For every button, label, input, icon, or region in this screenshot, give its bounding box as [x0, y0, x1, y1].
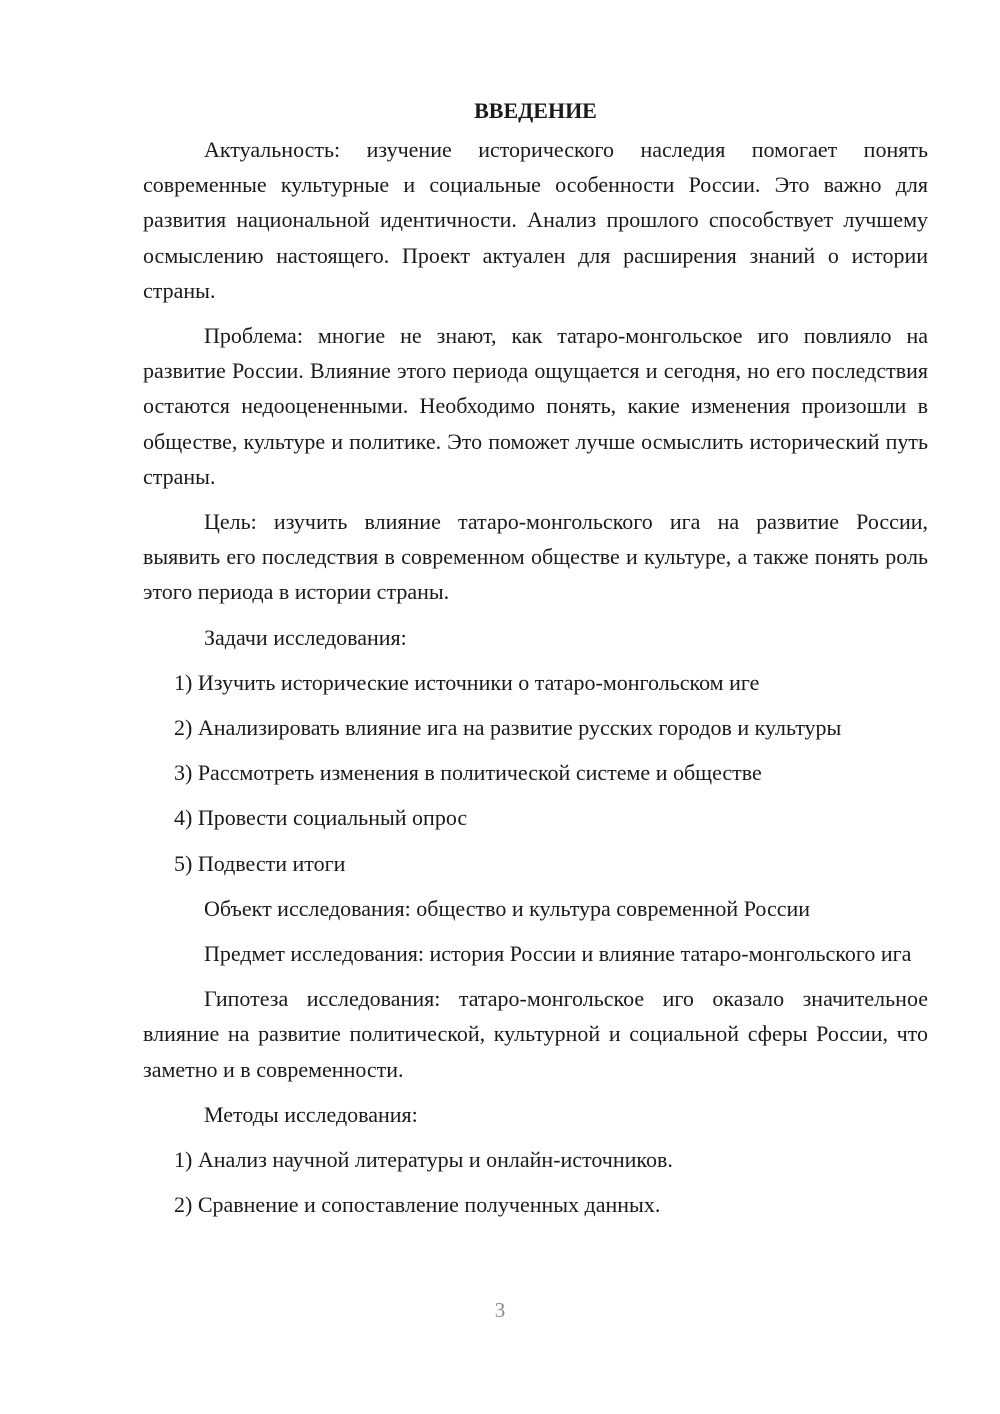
task-item: 1) Изучить исторические источники о татаро-монгольском иге	[174, 669, 760, 695]
section-heading: ВВЕДЕНИЕ	[474, 98, 597, 123]
task-item: 2) Анализировать влияние ига на развитие русских городов и культуры	[174, 715, 842, 741]
paragraph-hypothesis: Гипотеза исследования: татаро-монгольское иго оказало значительное влияние на развитие политической, культурной и социальной сферы России, что заметно и в современности.	[143, 986, 928, 1082]
task-item: 3) Рассмотреть изменения в политической системе и обществе	[174, 760, 762, 786]
paragraph-subject: Предмет исследования: история России и влияние татаро-монгольского ига	[204, 941, 912, 967]
methods-title: Методы исследования:	[204, 1101, 418, 1127]
task-item: 4) Провести социальный опрос	[174, 805, 468, 831]
tasks-title: Задачи исследования:	[204, 624, 407, 650]
paragraph-relevance: Актуальность: изучение исторического наследия помогает понять современные культурные и социальные особенности России. Это важно для развития национальной идентичности. Анализ прошлого способствует лучшему осмыслению настоящего. Проект актуален для расширения знаний о истории страны.	[143, 137, 928, 303]
paragraph-object: Объект исследования: общество и культура современной России	[204, 895, 811, 921]
method-item: 1) Анализ научной литературы и онлайн-источников.	[174, 1147, 673, 1173]
task-item: 5) Подвести итоги	[174, 850, 346, 876]
page-number: 3	[494, 1298, 506, 1322]
method-item: 2) Сравнение и сопоставление полученных данных.	[174, 1192, 661, 1218]
paragraph-problem: Проблема: многие не знают, как татаро-монгольское иго повлияло на развитие России. Влияние этого периода ощущается и сегодня, но его последствия остаются недооцененными. Необходимо понять, какие изменения произошли в обществе, культуре и политике. Это поможет лучше осмыслить исторический путь страны.	[143, 323, 928, 489]
page-content	[143, 93, 928, 1232]
paragraph-goal: Цель: изучить влияние татаро-монгольского ига на развитие России, выявить его последствия в современном обществе и культуре, а также понять роль этого периода в истории страны.	[143, 509, 928, 605]
